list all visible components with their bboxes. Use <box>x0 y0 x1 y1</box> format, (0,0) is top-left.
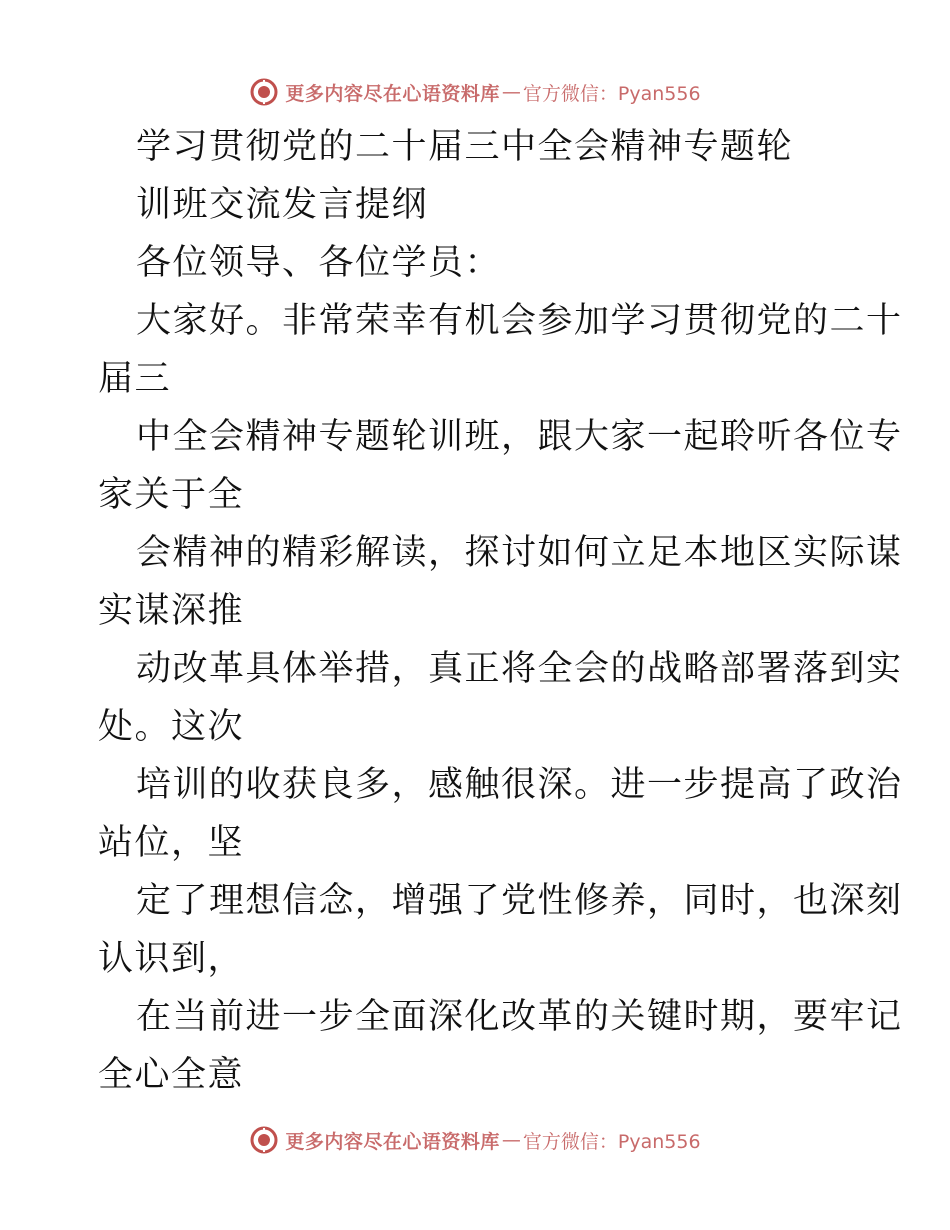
paragraph-line: 动改革具体举措，真正将全会的战略部署落到实 <box>136 649 903 689</box>
salutation: 各位领导、各位学员： <box>136 243 502 283</box>
paragraph-line: 实谋深推 <box>98 591 245 631</box>
paragraph-line: 处。这次 <box>98 707 245 747</box>
watermark-text: 更多内容尽在心语资料库 <box>285 82 500 105</box>
document-body <box>98 118 903 1104</box>
watermark-footer <box>0 1120 950 1160</box>
paragraph-line: 站位，坚 <box>98 823 245 863</box>
watermark-dash: — <box>501 1129 521 1151</box>
paragraph-line: 认识到， <box>98 939 245 979</box>
watermark-dash: — <box>501 81 521 103</box>
paragraph-line: 中全会精神专题轮训班，跟大家一起聆听各位专 <box>136 417 903 457</box>
paragraph-line: 在当前进一步全面深化改革的关键时期，要牢记 <box>136 997 903 1037</box>
logo-icon <box>249 77 279 107</box>
paragraph-line: 届三 <box>98 359 172 399</box>
paragraph-line: 定了理想信念，增强了党性修养，同时，也深刻 <box>136 881 903 921</box>
paragraph-line: 全心全意 <box>98 1055 245 1095</box>
watermark-header <box>0 72 950 112</box>
watermark-contact: 官方微信：Pyan556 <box>522 82 701 105</box>
paragraph-line: 培训的收获良多，感触很深。进一步提高了政治 <box>136 765 903 805</box>
paragraph-line: 会精神的精彩解读，探讨如何立足本地区实际谋 <box>136 533 903 573</box>
watermark-contact: 官方微信：Pyan556 <box>522 1130 701 1153</box>
logo-icon <box>249 1125 279 1155</box>
paragraph-line: 大家好。非常荣幸有机会参加学习贯彻党的二十 <box>136 301 903 341</box>
title-line-2: 训班交流发言提纲 <box>136 185 429 225</box>
watermark-text: 更多内容尽在心语资料库 <box>285 1130 500 1153</box>
paragraph-line: 家关于全 <box>98 475 245 515</box>
title-line-1: 学习贯彻党的二十届三中全会精神专题轮 <box>136 127 794 167</box>
